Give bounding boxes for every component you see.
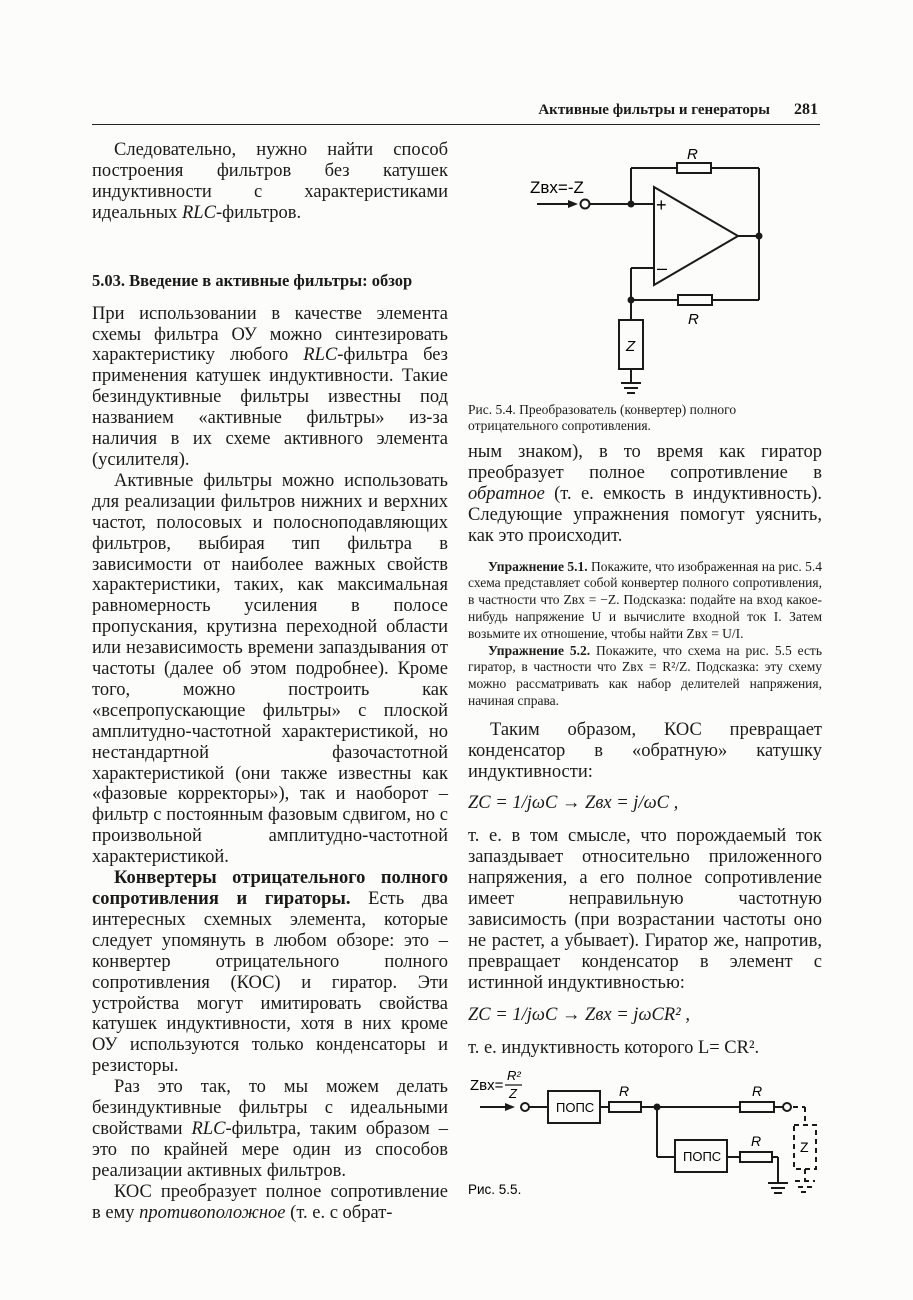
paragraph: Таким образом, КОС превращает конденсатор в «обратную» катушку индуктивности: [468,719,822,782]
svg-text:R: R [688,311,699,328]
figure-5-5-gyrator-circuit [465,1060,825,1210]
svg-text:R: R [687,146,698,163]
svg-text:R: R [752,1083,763,1099]
svg-text:Z: Z [509,1086,517,1101]
paragraph: Активные фильтры можно использовать для реализации фильтров нижних и верхних частот, полосовых и полоснoподавляющих фильтров, выбирая тип фильтра в зависимости от наиболее важных свойств характеристики, таких, как максимальная равномерность усиления в полосе пропускания, крутизна переходной области или независимость времени запаздывания от частоты (далее об этом подробнее). Кроме того, можно построить как «всепропускающие фильтры» с плоской амплитудно-частотной характеристикой, но нестандартной фазочастотной характеристикой (они также известны как «фазовые корректоры»), так и наоборот – фильтр с постоянным фазовым сдвигом, но с произвольной амплитудно-частотной характеристикой. [92,470,448,868]
svg-text:–: – [657,258,668,278]
svg-text:R: R [619,1083,630,1099]
svg-text:Z: Z [626,338,636,355]
svg-text:R: R [751,1133,762,1149]
svg-text:R²: R² [507,1068,521,1083]
figure-5-5-caption: Рис. 5.5. [468,1182,522,1197]
left-column [92,140,448,1224]
paragraph: т. е. в том смысле, что порождаемый ток запаздывает относительно приложенного напряжения, а его полное сопротивление имеет неправильную частотную зависимость (при возрастании частоты оно не растет, а убывает). Гиратор же, напротив, превращает конденсатор в элемент с истинной индуктивностью: [468,826,822,993]
svg-text:Zвх=: Zвх= [470,1077,504,1094]
paragraph: Раз это так, то мы можем делать безиндуктивные фильтры с идеальными свойствами RLC-фильтра, таким образом – это по крайней мере один из способов реализации активных фильтров. [92,1077,448,1181]
page-number: 281 [794,101,818,118]
run-in-heading: Конвертеры отрицательного полного сопротивления и гираторы. [92,868,448,909]
paragraph: Следовательно, нужно найти способ построения фильтров без катушек индуктивности с характеристиками идеальных RLC-фильтров. [92,140,448,223]
exercise-5-1: Упражнение 5.1. Покажите, что изображенная на рис. 5.4 схема представляет собой конвертер полного сопротивления, в частности что Zвх = −Z. Подсказка: подайте на вход какое-нибудь напряжение U и вычислите входной ток I. Затем возьмите их отношение, чтобы найти Zвх = U/I. [468,558,822,641]
paragraph: ным знаком), в то время как гиратор преобразует полное сопротивление в обратное (т. е. емкость в индуктивность). Следующие упражнения помогут уяснить, как это происходит. [468,442,822,546]
paragraph: Конвертеры отрицательного полного сопротивления и гираторы. Есть два интересных схемных элемента, которые следует упомянуть в любом обзоре: это – конвертер отрицательного полного сопротивления (КОС) и гиратор. Эти устройства могут имитировать свойства катушек индуктивности, хотя в них кроме ОУ используются только конденсаторы и резисторы. [92,868,448,1077]
formula-gyrator: ZC = 1/jωC → Zвх = jωCR² , [468,1004,690,1025]
paragraph: При использовании в качестве элемента схемы фильтра ОУ можно синтезировать характеристику любого RLC-фильтра без применения катушек индуктивности. Такие безиндуктивные фильтры известны под названием «активные фильтры» из-за наличия в их схеме активного элемента (усилителя). [92,303,448,470]
svg-text:+: + [656,195,667,215]
running-header [92,100,820,125]
svg-text:ПОПС: ПОПС [556,1100,595,1115]
section-heading: 5.03. Введение в активные фильтры: обзор [92,270,413,290]
figure-5-4-nic-circuit [500,135,800,400]
exercise-5-2: Упражнение 5.2. Покажите, что схема на рис. 5.5 есть гиратор, в частности что Zвх = R²/Z. Подсказка: эту схему можно рассматривать как набор делителей напряжения, начиная справа. [468,642,822,708]
running-title: Активные фильтры и генераторы [538,102,770,118]
paragraph: т. е. индуктивность которого L= CR². [468,1037,760,1058]
formula-nic: ZC = 1/jωC → Zвх = j/ωC , [468,793,679,814]
svg-text:Zвх=-Z: Zвх=-Z [530,178,584,197]
figure-5-4-caption: Рис. 5.4. Преобразователь (конвертер) полного отрицательного сопротивления. [468,402,737,433]
svg-text:Z: Z [800,1139,809,1155]
svg-text:ПОПС: ПОПС [683,1149,722,1164]
paragraph: КОС преобразует полное сопротивление в ему противоположное (т. е. с обрат- [92,1181,448,1223]
right-column [468,442,822,1059]
